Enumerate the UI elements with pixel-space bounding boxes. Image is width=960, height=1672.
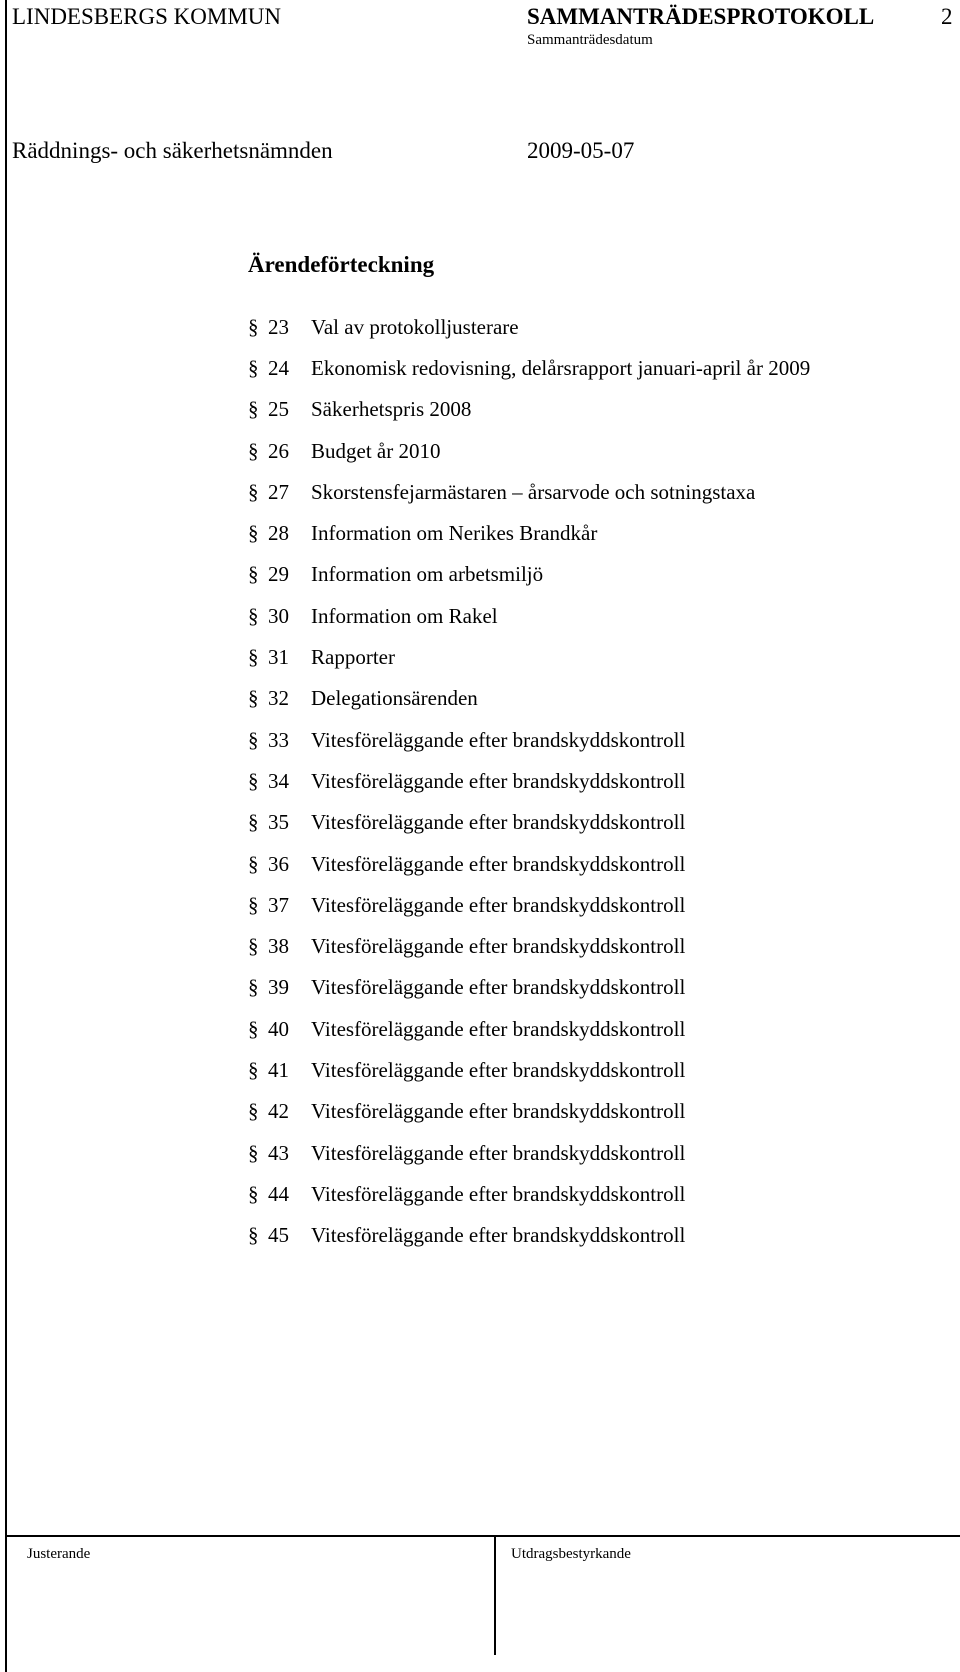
agenda-item [248,678,810,719]
agenda-item-title: Vitesföreläggande efter brandskyddskontroll [311,975,686,1000]
committee-name: Räddnings- och säkerhetsnämnden [12,138,333,163]
agenda-item [248,1008,810,1049]
paragraph-sign-icon: § [248,562,259,587]
agenda-item-title: Vitesföreläggande efter brandskyddskontroll [311,851,686,876]
agenda-item-number: 44 [268,1181,289,1206]
paragraph-sign-icon: § [248,1016,259,1041]
agenda-item-title: Budget år 2010 [311,438,441,463]
agenda-item-title: Vitesföreläggande efter brandskyddskontroll [311,1057,686,1082]
paragraph-sign-icon: § [248,892,259,917]
agenda-item-number: 33 [268,727,289,752]
agenda-item [248,967,810,1008]
agenda-item-number: 26 [268,438,289,463]
page-number: 2 [941,4,953,29]
agenda-item-title: Vitesföreläggande efter brandskyddskontroll [311,892,686,917]
agenda-item-number: 40 [268,1016,289,1041]
agenda-item-number: 24 [268,355,289,380]
paragraph-sign-icon: § [248,355,259,380]
paragraph-sign-icon: § [248,975,259,1000]
agenda-item-number: 38 [268,934,289,959]
footer-utdragsbestyrkande-label: Utdragsbestyrkande [511,1546,631,1562]
agenda-item [248,802,810,843]
agenda-item-number: 42 [268,1099,289,1124]
paragraph-sign-icon: § [248,851,259,876]
meeting-date-label: Sammanträdesdatum [527,32,653,48]
paragraph-sign-icon: § [248,645,259,670]
paragraph-sign-icon: § [248,314,259,339]
agenda-item-title: Rapporter [311,645,395,670]
footer-justerande-label: Justerande [27,1546,91,1562]
agenda-item-number: 34 [268,768,289,793]
paragraph-sign-icon: § [248,810,259,835]
agenda-item-title: Säkerhetspris 2008 [311,397,472,422]
agenda-item-number: 32 [268,686,289,711]
agenda-item-title: Vitesföreläggande efter brandskyddskontroll [311,810,686,835]
left-margin-rule [5,0,7,1672]
paragraph-sign-icon: § [248,1181,259,1206]
paragraph-sign-icon: § [248,603,259,628]
agenda-item [248,389,810,430]
agenda-item [248,554,810,595]
agenda-item [248,925,810,966]
agenda-item [248,430,810,471]
agenda-item-title: Information om Rakel [311,603,498,628]
agenda-item [248,884,810,925]
footer-divider [494,1535,496,1655]
agenda-item-title: Vitesföreläggande efter brandskyddskontroll [311,1223,686,1248]
agenda-item-title: Vitesföreläggande efter brandskyddskontroll [311,1140,686,1165]
organization-name: LINDESBERGS KOMMUN [12,4,281,29]
paragraph-sign-icon: § [248,686,259,711]
agenda-item [248,1215,810,1256]
agenda-item [248,471,810,512]
agenda-item [248,306,810,347]
agenda-item-title: Vitesföreläggande efter brandskyddskontroll [311,727,686,752]
agenda-item-number: 29 [268,562,289,587]
paragraph-sign-icon: § [248,1140,259,1165]
agenda-item [248,1132,810,1173]
agenda-item-number: 30 [268,603,289,628]
agenda-item-title: Skorstensfejarmästaren – årsarvode och sotningstaxa [311,479,756,504]
agenda-item-title: Information om Nerikes Brandkår [311,521,598,546]
agenda-item-title: Vitesföreläggande efter brandskyddskontroll [311,1181,686,1206]
agenda-item [248,636,810,677]
agenda-item [248,347,810,388]
agenda-item-number: 45 [268,1223,289,1248]
agenda-item [248,1091,810,1132]
agenda-item-title: Vitesföreläggande efter brandskyddskontroll [311,768,686,793]
agenda-item [248,512,810,553]
agenda-item-title: Ekonomisk redovisning, delårsrapport januari-april år 2009 [311,355,811,380]
agenda-item-list [248,306,810,1256]
agenda-item-number: 27 [268,479,289,504]
paragraph-sign-icon: § [248,438,259,463]
agenda-item-number: 43 [268,1140,289,1165]
paragraph-sign-icon: § [248,397,259,422]
agenda-item [248,719,810,760]
paragraph-sign-icon: § [248,1223,259,1248]
paragraph-sign-icon: § [248,768,259,793]
agenda-item-number: 28 [268,521,289,546]
paragraph-sign-icon: § [248,521,259,546]
agenda-item-title: Vitesföreläggande efter brandskyddskontroll [311,1016,686,1041]
paragraph-sign-icon: § [248,727,259,752]
agenda-item-number: 41 [268,1057,289,1082]
agenda-item [248,1049,810,1090]
agenda-item-number: 25 [268,397,289,422]
agenda-item-title: Delegationsärenden [311,686,478,711]
paragraph-sign-icon: § [248,1099,259,1124]
footer-rule [5,1535,960,1537]
agenda-item-title: Vitesföreläggande efter brandskyddskontroll [311,934,686,959]
agenda-item-number: 37 [268,892,289,917]
meeting-date: 2009-05-07 [527,138,635,163]
agenda-heading: Ärendeförteckning [248,252,435,277]
agenda-item-title: Vitesföreläggande efter brandskyddskontroll [311,1099,686,1124]
agenda-item-number: 39 [268,975,289,1000]
agenda-item-number: 36 [268,851,289,876]
agenda-item [248,595,810,636]
paragraph-sign-icon: § [248,934,259,959]
agenda-item-number: 23 [268,314,289,339]
agenda-item [248,843,810,884]
agenda-item-title: Information om arbetsmiljö [311,562,544,587]
agenda-item [248,1173,810,1214]
paragraph-sign-icon: § [248,1057,259,1082]
agenda-item-number: 31 [268,645,289,670]
agenda-item-title: Val av protokolljusterare [311,314,519,339]
agenda-item [248,760,810,801]
agenda-item-number: 35 [268,810,289,835]
paragraph-sign-icon: § [248,479,259,504]
document-type-title: SAMMANTRÄDESPROTOKOLL [527,4,875,29]
